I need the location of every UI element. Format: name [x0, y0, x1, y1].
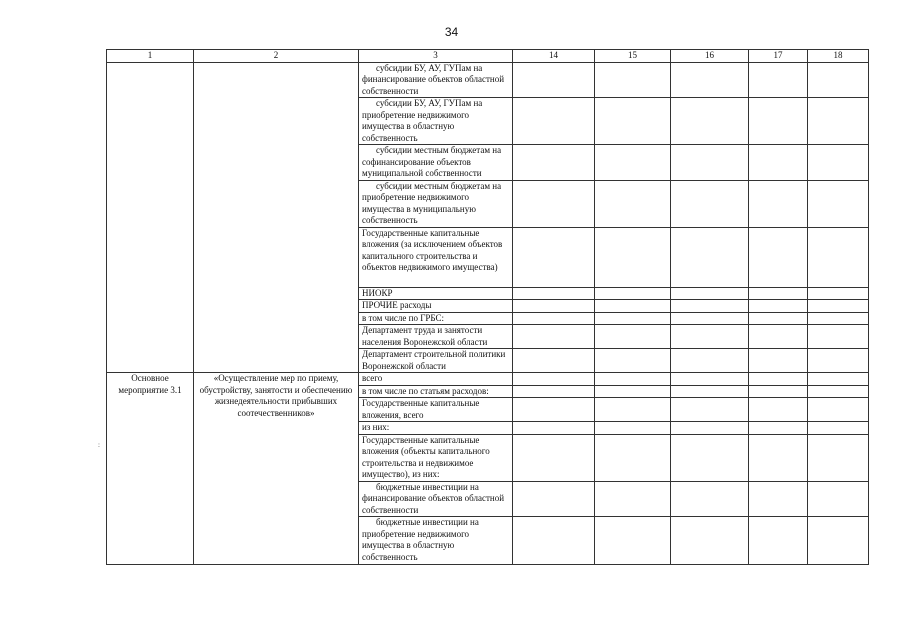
value-cell: [671, 62, 749, 98]
row-label: в том числе по статьям расходов:: [359, 385, 513, 398]
value-cell: [808, 385, 869, 398]
value-cell: [513, 373, 595, 386]
value-cell: [808, 481, 869, 517]
value-cell: [749, 373, 808, 386]
value-cell: [808, 517, 869, 565]
value-cell: [808, 227, 869, 287]
value-cell: [749, 180, 808, 227]
page-number: 34: [444, 25, 459, 39]
measure-code-cell: Основное мероприятие 3.1: [107, 373, 194, 565]
measure-name-cell: «Осуществление мер по приему, обустройству, занятости и обеспечению жизнедеятельности прибывших соотечественников»: [194, 373, 359, 565]
value-cell: [808, 145, 869, 181]
column-header-17: 17: [749, 50, 808, 63]
value-cell: [595, 227, 671, 287]
value-cell: [749, 434, 808, 481]
value-cell: [595, 98, 671, 145]
value-cell: [671, 481, 749, 517]
value-cell: [808, 349, 869, 373]
value-cell: [513, 325, 595, 349]
value-cell: [808, 312, 869, 325]
value-cell: [595, 287, 671, 300]
value-cell: [671, 300, 749, 313]
value-cell: [595, 517, 671, 565]
row-label: субсидии БУ, АУ, ГУПам на финансирование объектов областной собственности: [359, 62, 513, 98]
row-label: субсидии местным бюджетам на софинансирование объектов муниципальной собственности: [359, 145, 513, 181]
value-cell: [749, 385, 808, 398]
value-cell: [808, 422, 869, 435]
value-cell: [671, 385, 749, 398]
value-cell: [595, 312, 671, 325]
row-label: Департамент труда и занятости населения Воронежской области: [359, 325, 513, 349]
value-cell: [808, 434, 869, 481]
value-cell: [671, 398, 749, 422]
value-cell: [808, 373, 869, 386]
value-cell: [595, 481, 671, 517]
row-label: Департамент строительной политики Воронежской области: [359, 349, 513, 373]
value-cell: [671, 227, 749, 287]
value-cell: [749, 227, 808, 287]
value-cell: [749, 62, 808, 98]
column-header-2: 2: [194, 50, 359, 63]
measure-name-cell: [194, 62, 359, 373]
value-cell: [513, 312, 595, 325]
value-cell: [595, 300, 671, 313]
value-cell: [595, 373, 671, 386]
value-cell: [671, 422, 749, 435]
value-cell: [513, 434, 595, 481]
value-cell: [808, 180, 869, 227]
column-header-16: 16: [671, 50, 749, 63]
value-cell: [595, 398, 671, 422]
value-cell: [808, 300, 869, 313]
value-cell: [513, 422, 595, 435]
value-cell: [671, 373, 749, 386]
value-cell: [671, 517, 749, 565]
row-label: субсидии местным бюджетам на приобретение недвижимого имущества в муниципальную собственность: [359, 180, 513, 227]
row-label: субсидии БУ, АУ, ГУПам на приобретение недвижимого имущества в областную собственность: [359, 98, 513, 145]
measure-code-cell: [107, 62, 194, 373]
value-cell: [595, 349, 671, 373]
value-cell: [595, 145, 671, 181]
value-cell: [749, 312, 808, 325]
row-label: всего: [359, 373, 513, 386]
table-row: [107, 373, 869, 386]
value-cell: [749, 349, 808, 373]
value-cell: [513, 300, 595, 313]
row-label: из них:: [359, 422, 513, 435]
value-cell: [808, 398, 869, 422]
value-cell: [595, 385, 671, 398]
value-cell: [513, 145, 595, 181]
value-cell: [513, 180, 595, 227]
value-cell: [513, 398, 595, 422]
column-header-3: 3: [359, 50, 513, 63]
value-cell: [749, 481, 808, 517]
value-cell: [595, 325, 671, 349]
row-label: Государственные капитальные вложения, всего: [359, 398, 513, 422]
value-cell: [513, 481, 595, 517]
column-header-1: 1: [107, 50, 194, 63]
value-cell: [513, 517, 595, 565]
row-label: ПРОЧИЕ расходы: [359, 300, 513, 313]
value-cell: [749, 398, 808, 422]
value-cell: [749, 422, 808, 435]
value-cell: [513, 227, 595, 287]
value-cell: [749, 287, 808, 300]
value-cell: [808, 62, 869, 98]
row-label: бюджетные инвестиции на приобретение недвижимого имущества в областную собственность: [359, 517, 513, 565]
value-cell: [513, 385, 595, 398]
value-cell: [671, 287, 749, 300]
value-cell: [671, 180, 749, 227]
margin-mark: :: [98, 441, 100, 449]
value-cell: [749, 300, 808, 313]
table-body: [107, 62, 869, 565]
table-header: [107, 50, 869, 63]
value-cell: [595, 180, 671, 227]
column-header-18: 18: [808, 50, 869, 63]
value-cell: [671, 434, 749, 481]
row-label: НИОКР: [359, 287, 513, 300]
value-cell: [749, 325, 808, 349]
value-cell: [513, 98, 595, 145]
value-cell: [513, 62, 595, 98]
row-label: бюджетные инвестиции на финансирование объектов областной собственности: [359, 481, 513, 517]
header-row: [107, 50, 869, 63]
value-cell: [513, 349, 595, 373]
value-cell: [749, 145, 808, 181]
value-cell: [513, 287, 595, 300]
row-label: Государственные капитальные вложения (за исключением объектов капитального строительства и объектов недвижимого имущества): [359, 227, 513, 287]
budget-table: [106, 49, 869, 565]
value-cell: [595, 422, 671, 435]
value-cell: [808, 325, 869, 349]
value-cell: [749, 98, 808, 145]
value-cell: [671, 349, 749, 373]
value-cell: [671, 312, 749, 325]
value-cell: [595, 434, 671, 481]
row-label: Государственные капитальные вложения (объекты капитального строительства и недвижимое имущество), из них:: [359, 434, 513, 481]
row-label: в том числе по ГРБС:: [359, 312, 513, 325]
value-cell: [671, 325, 749, 349]
value-cell: [808, 287, 869, 300]
value-cell: [671, 98, 749, 145]
value-cell: [595, 62, 671, 98]
value-cell: [749, 517, 808, 565]
column-header-15: 15: [595, 50, 671, 63]
value-cell: [808, 98, 869, 145]
column-header-14: 14: [513, 50, 595, 63]
value-cell: [671, 145, 749, 181]
table-row: [107, 62, 869, 98]
